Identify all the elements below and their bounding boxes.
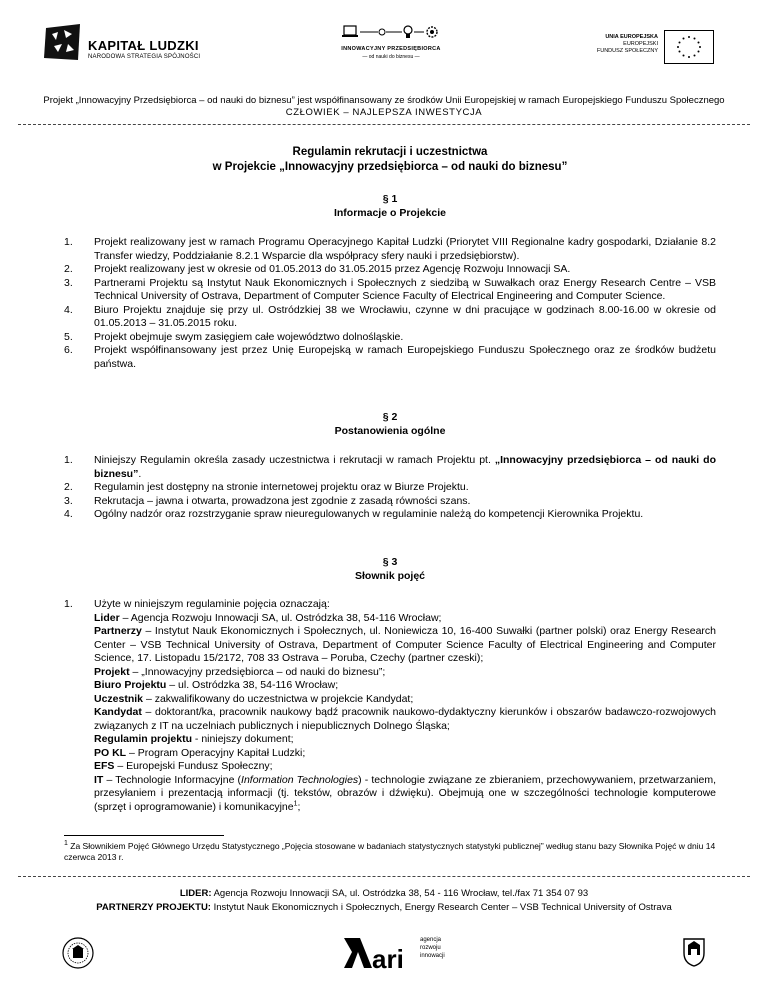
section-1-body — [64, 236, 716, 371]
definition: EFS – Europejski Fundusz Społeczny; — [94, 760, 273, 772]
definition: Regulamin projektu - niniejszy dokument; — [94, 733, 294, 745]
section-3-title: Słownik pojęć — [354, 570, 425, 582]
definitions-intro: Użyte w niniejszym regulaminie pojęcia oznaczają: — [94, 598, 330, 610]
kapital-ludzki-title: KAPITAŁ LUDZKI — [88, 38, 199, 53]
suwalki-crest-icon — [678, 935, 710, 967]
definition: Uczestnik – zakwalifikowany do uczestnictwa w projekcie Kandydat; — [94, 692, 414, 705]
cofinancing-statement: Projekt „Innowacyjny Przedsiębiorca – od nauki do biznesu” jest współfinansowany ze środków Unii Europejskiej w ramach Europejskiego Funduszu Społecznego — [43, 95, 725, 106]
definition: Lider – Agencja Rozwoju Innowacji SA, ul. Ostródzka 38, 54-116 Wrocław; — [94, 611, 442, 624]
footnote-ref: 1 — [293, 800, 298, 807]
footer-lider-line: LIDER: Agencja Rozwoju Innowacji SA, ul. Ostródzka 38, 54 - 116 Wrocław, tel./fax 71 354 07 93 — [179, 888, 589, 899]
kapital-ludzki-logo — [44, 18, 214, 68]
definition: Partnerzy – Instytut Nauk Ekonomicznych i Społecznych, ul. Noniewicza 10, 16-400 Suwałki (partner polski) oraz Energy Research Center – VSB Technical University of Ostrava, Department of Computer Science Faculty of Electrical Engineering and Computer Science, 17. Listopadu 15/2172, 708 33 Ostrava – Poruba, Czechy (partner czeski); — [94, 625, 716, 664]
eu-fund-label-2: FUNDUSZ SPOŁECZNY — [596, 48, 658, 54]
title-line-1: Regulamin rekrutacji i uczestnictwa — [292, 146, 488, 158]
section-2-body — [64, 454, 716, 522]
footer-partners-line: PARTNERZY PROJEKTU: Instytut Nauk Ekonomicznych i Społecznych, Energy Research Center – VSB Technical University of Ostrava — [96, 902, 672, 913]
list-item: 1. Niniejszy Regulamin określa zasady uczestnictwa i rekrutacji w ramach Projektu pt. „Innowacyjny przedsiębiorca – od nauki do biznesu”. — [64, 454, 716, 480]
innowacyjny-przedsiebiorca-logo — [326, 22, 456, 66]
ari-logo-mark-icon — [342, 932, 418, 976]
project-logo-title: INNOWACYJNY PRZEDSIĘBIORCA — [341, 46, 441, 52]
motto: CZŁOWIEK – NAJLEPSZA INWESTYCJA — [285, 107, 483, 118]
list-item: 3. Partnerami Projektu są Instytut Nauk Ekonomicznych i Społecznych z siedzibą w Suwałkach oraz Energy Research Centre – VSB Technical University of Ostrava, Department of Computer Science Faculty of Electrical Engineering and Computer Science. — [64, 276, 716, 302]
section-1-title: Informacje o Projekcie — [333, 207, 447, 219]
project-icons-icon — [340, 22, 442, 42]
list-item: 4. Biuro Projektu znajduje się przy ul. Ostródzkiej 38 we Wrocławiu, czynne w dni pracujące w godzinach 8.00-16.00 w okresie od 01.05.2013 – 31.05.2015 roku. — [64, 303, 716, 329]
eu-flag-icon — [664, 30, 714, 64]
kapital-ludzki-subtitle: NARODOWA STRATEGIA SPÓJNOŚCI — [88, 54, 201, 60]
section-1-list — [64, 236, 716, 371]
list-item: 6. Projekt współfinansowany jest przez Unię Europejską w ramach Europejskiego Funduszu Społecznego oraz ze środków budżetu państwa. — [64, 344, 716, 370]
list-item: 2. Regulamin jest dostępny na stronie internetowej projektu oraz w Biurze Projektu. — [64, 481, 469, 493]
list-item: 1. Użyte w niniejszym regulaminie pojęcia oznaczają: Lider – Agencja Rozwoju Innowacji SA, ul. Ostródzka 38, 54-116 Wrocław; Partnerzy – Instytut Nauk Ekonomicznych i Społecznych, ul. Noniewicza 10, 16-400 Suwałki (partner polski) oraz Energy Research Center – VSB Technical University of Ostrava, Department of Computer Science Faculty of Electrical Engineering and Computer Science, 17. Listopadu 15/2172, 708 33 Ostrava – Poruba, Czechy (partner czeski); Projekt – „Innowacyjny przedsiębiorca – od nauki do biznesu”; Biuro Projektu – ul. Ostródzka 38, 54-116 Wrocław; Uczestnik – zakwalifikowany do uczestnictwa w projekcie Kandydat; Kandydat – doktorant/ka, pracownik naukowy bądź pracownik naukowo-dydaktyczny kierunków i obszarów badawczo-rozwojowych związanych z IT na uczelniach publicznych i niepublicznych Dolnego Śląska; Regulamin projektu - niniejszy dokument; PO KL – Program Operacyjny Kapitał Ludzki; EFS – Europejski Fundusz Społeczny; IT – Technologie Informacyjne (Information Technologies) - technologie związane ze zbieraniem, przechowywaniem, przetwarzaniem, przesyłaniem i prezentacją informacji (tj. tekstów, obrazów i dźwięku). Obejmują one w szczególności technologie komputerowe (sprzęt i oprogramowanie) i komunikacyjne$^1$; — [64, 598, 717, 813]
definition: Projekt – „Innowacyjny przedsiębiorca – od nauki do biznesu”; — [94, 665, 386, 678]
eu-text-block — [560, 34, 658, 55]
ari-logo-text: ari — [372, 944, 404, 974]
section-2-list — [64, 454, 716, 522]
section-2-title: Postanowienia ogólne — [334, 425, 446, 437]
section-3-body — [64, 598, 716, 814]
list-item: 2. Projekt realizowany jest w okresie od 01.05.2013 do 31.05.2015 przez Agencję Rozwoju Innowacji SA. — [64, 263, 571, 275]
section-3-heading — [64, 555, 716, 583]
list-item: 3. Rekrutacja – jawna i otwarta, prowadzona jest zgodnie z zasadą równości szans. — [64, 494, 471, 507]
footer-divider — [18, 876, 750, 877]
section-1-number: § 1 — [382, 193, 398, 205]
section-2-number: § 2 — [382, 411, 398, 423]
section-1-heading — [64, 192, 716, 220]
definition: IT – Technologie Informacyjne (Information Technologies) - technologie związane ze zbieraniem, przechowywaniem, przetwarzaniem, przesyłaniem i prezentacją informacji (tj. tekstów, obrazów i dźwięku). Obejmują one w szczególności technologie komputerowe (sprzęt i oprogramowanie) i komunikacyjne$^1$; — [94, 773, 717, 813]
footnote-rule — [64, 835, 224, 836]
ines-seal-icon — [62, 937, 94, 969]
list-item: 1. Projekt realizowany jest w ramach Programu Operacyjnego Kapitał Ludzki (Priorytet VIII Regionalne kadry gospodarki, Działanie 8.2 Transfer wiedzy, Poddziałanie 8.2.1 Wsparcie dla współpracy sfery nauki i przedsiębiorstw). — [64, 236, 716, 262]
list-item: 5. Projekt obejmuje swym zasięgiem całe województwo dolnośląskie. — [64, 330, 404, 343]
ari-logo — [342, 932, 452, 976]
definition: Biuro Projektu – ul. Ostródzka 38, 54-116 Wrocław; — [94, 679, 339, 691]
section-3-list — [64, 598, 716, 814]
definition: PO KL – Program Operacyjny Kapitał Ludzki; — [94, 746, 306, 759]
eu-fund-label-1: EUROPEJSKI — [623, 41, 658, 47]
footnote: $^1$ Za Słownikiem Pojęć Głównego Urzędu Statystycznego „Pojęcia stosowane w badaniach statystycznych statystyki publicznej” według stanu bazy Słownika Pojęć w dniu 14 czerwca 2013 r. — [64, 840, 716, 862]
definition: Kandydat – doktorant/ka, pracownik naukowy bądź pracownik naukowo-dydaktyczny kierunków i obszarów badawczo-rozwojowych związanych z IT na uczelniach publicznych i niepublicznych Dolnego Śląska; — [94, 706, 716, 732]
list-item: 4. Ogólny nadzór oraz rozstrzyganie spraw nieuregulowanych w regulaminie należą do kompetencji Kierownika Projektu. — [64, 508, 644, 520]
section-3-number: § 3 — [382, 556, 398, 568]
project-logo-subtitle: — od nauki do biznesu — — [362, 54, 420, 60]
title-line-2: w Projekcie „Innowacyjny przedsiębiorca – od nauki do biznesu” — [212, 161, 568, 173]
ari-logo-caption: agencja rozwoju innowacji — [420, 937, 445, 959]
document-title — [64, 145, 716, 175]
section-2-heading — [64, 410, 716, 438]
eu-union-label: UNIA EUROPEJSKA — [605, 34, 658, 40]
kapital-ludzki-flag-icon — [44, 24, 82, 62]
header-divider — [18, 124, 750, 125]
